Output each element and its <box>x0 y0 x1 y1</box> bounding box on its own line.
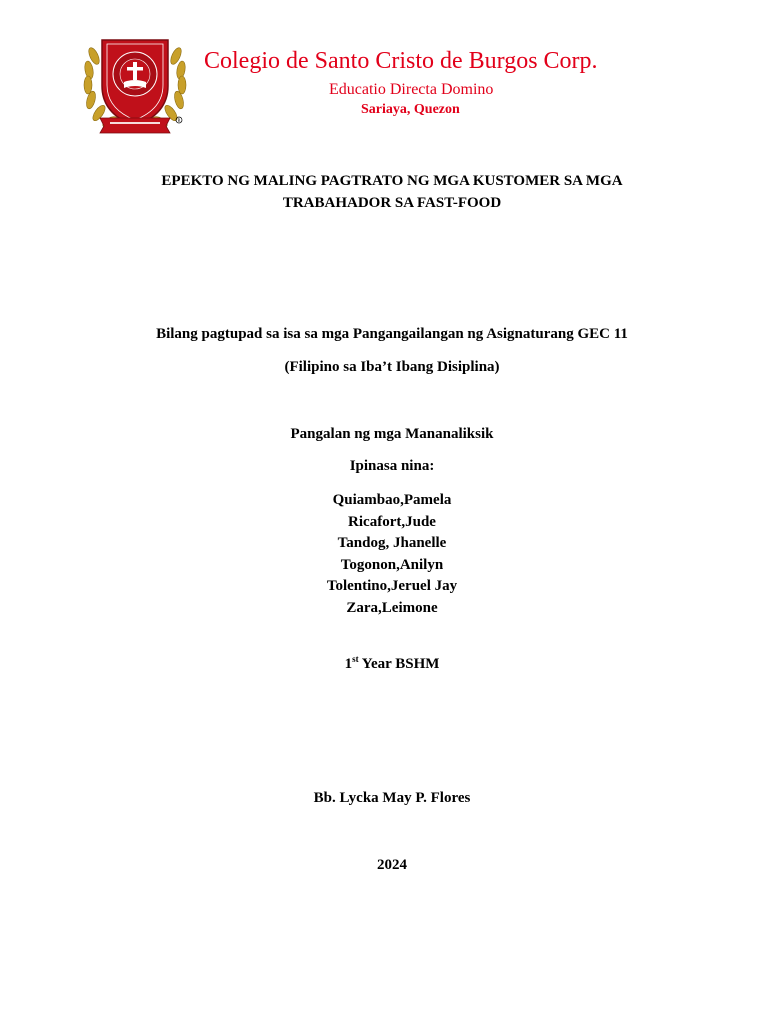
researcher-name: Togonon,Anilyn <box>340 556 444 573</box>
researchers-heading: Pangalan ng mga Mananaliksik <box>290 426 494 442</box>
school-logo <box>80 34 190 134</box>
researcher-name: Ricafort,Jude <box>348 513 436 530</box>
adviser-name: Bb. Lycka May P. Flores <box>313 790 471 806</box>
researcher-name: Tandog, Jhanelle <box>337 535 447 552</box>
researcher-name: Zara,Leimone <box>346 599 438 616</box>
research-title-line-2: TRABAHADOR SA FAST-FOOD <box>282 195 502 211</box>
year-level-program: Year BSHM <box>358 656 440 672</box>
research-title <box>0 170 768 214</box>
submitted-by-label: Ipinasa nina: <box>349 458 435 474</box>
research-title-line-1: EPEKTO NG MALING PAGTRATO NG MGA KUSTOMER SA MGA <box>161 173 623 189</box>
researcher-name: Tolentino,Jeruel Jay <box>326 578 458 595</box>
requirement-statement: Bilang pagtupad sa isa sa mga Pangangailangan ng Asignaturang GEC 11 <box>156 326 628 342</box>
school-motto: Educatio Directa Domino <box>329 81 494 98</box>
year-level-suffix: st <box>352 654 359 664</box>
svg-text:R: R <box>177 118 181 123</box>
school-location: Sariaya, Quezon <box>361 102 460 117</box>
researcher-name: Quiambao,Pamela <box>332 492 452 508</box>
school-name: Colegio de Santo Cristo de Burgos Corp. <box>204 48 598 74</box>
submission-year: 2024 <box>377 857 407 873</box>
course-name: (Filipino sa Iba’t Ibang Disiplina) <box>284 359 500 375</box>
year-level-number: 1 <box>344 656 353 672</box>
year-level <box>0 655 768 673</box>
researcher-list <box>0 490 768 620</box>
